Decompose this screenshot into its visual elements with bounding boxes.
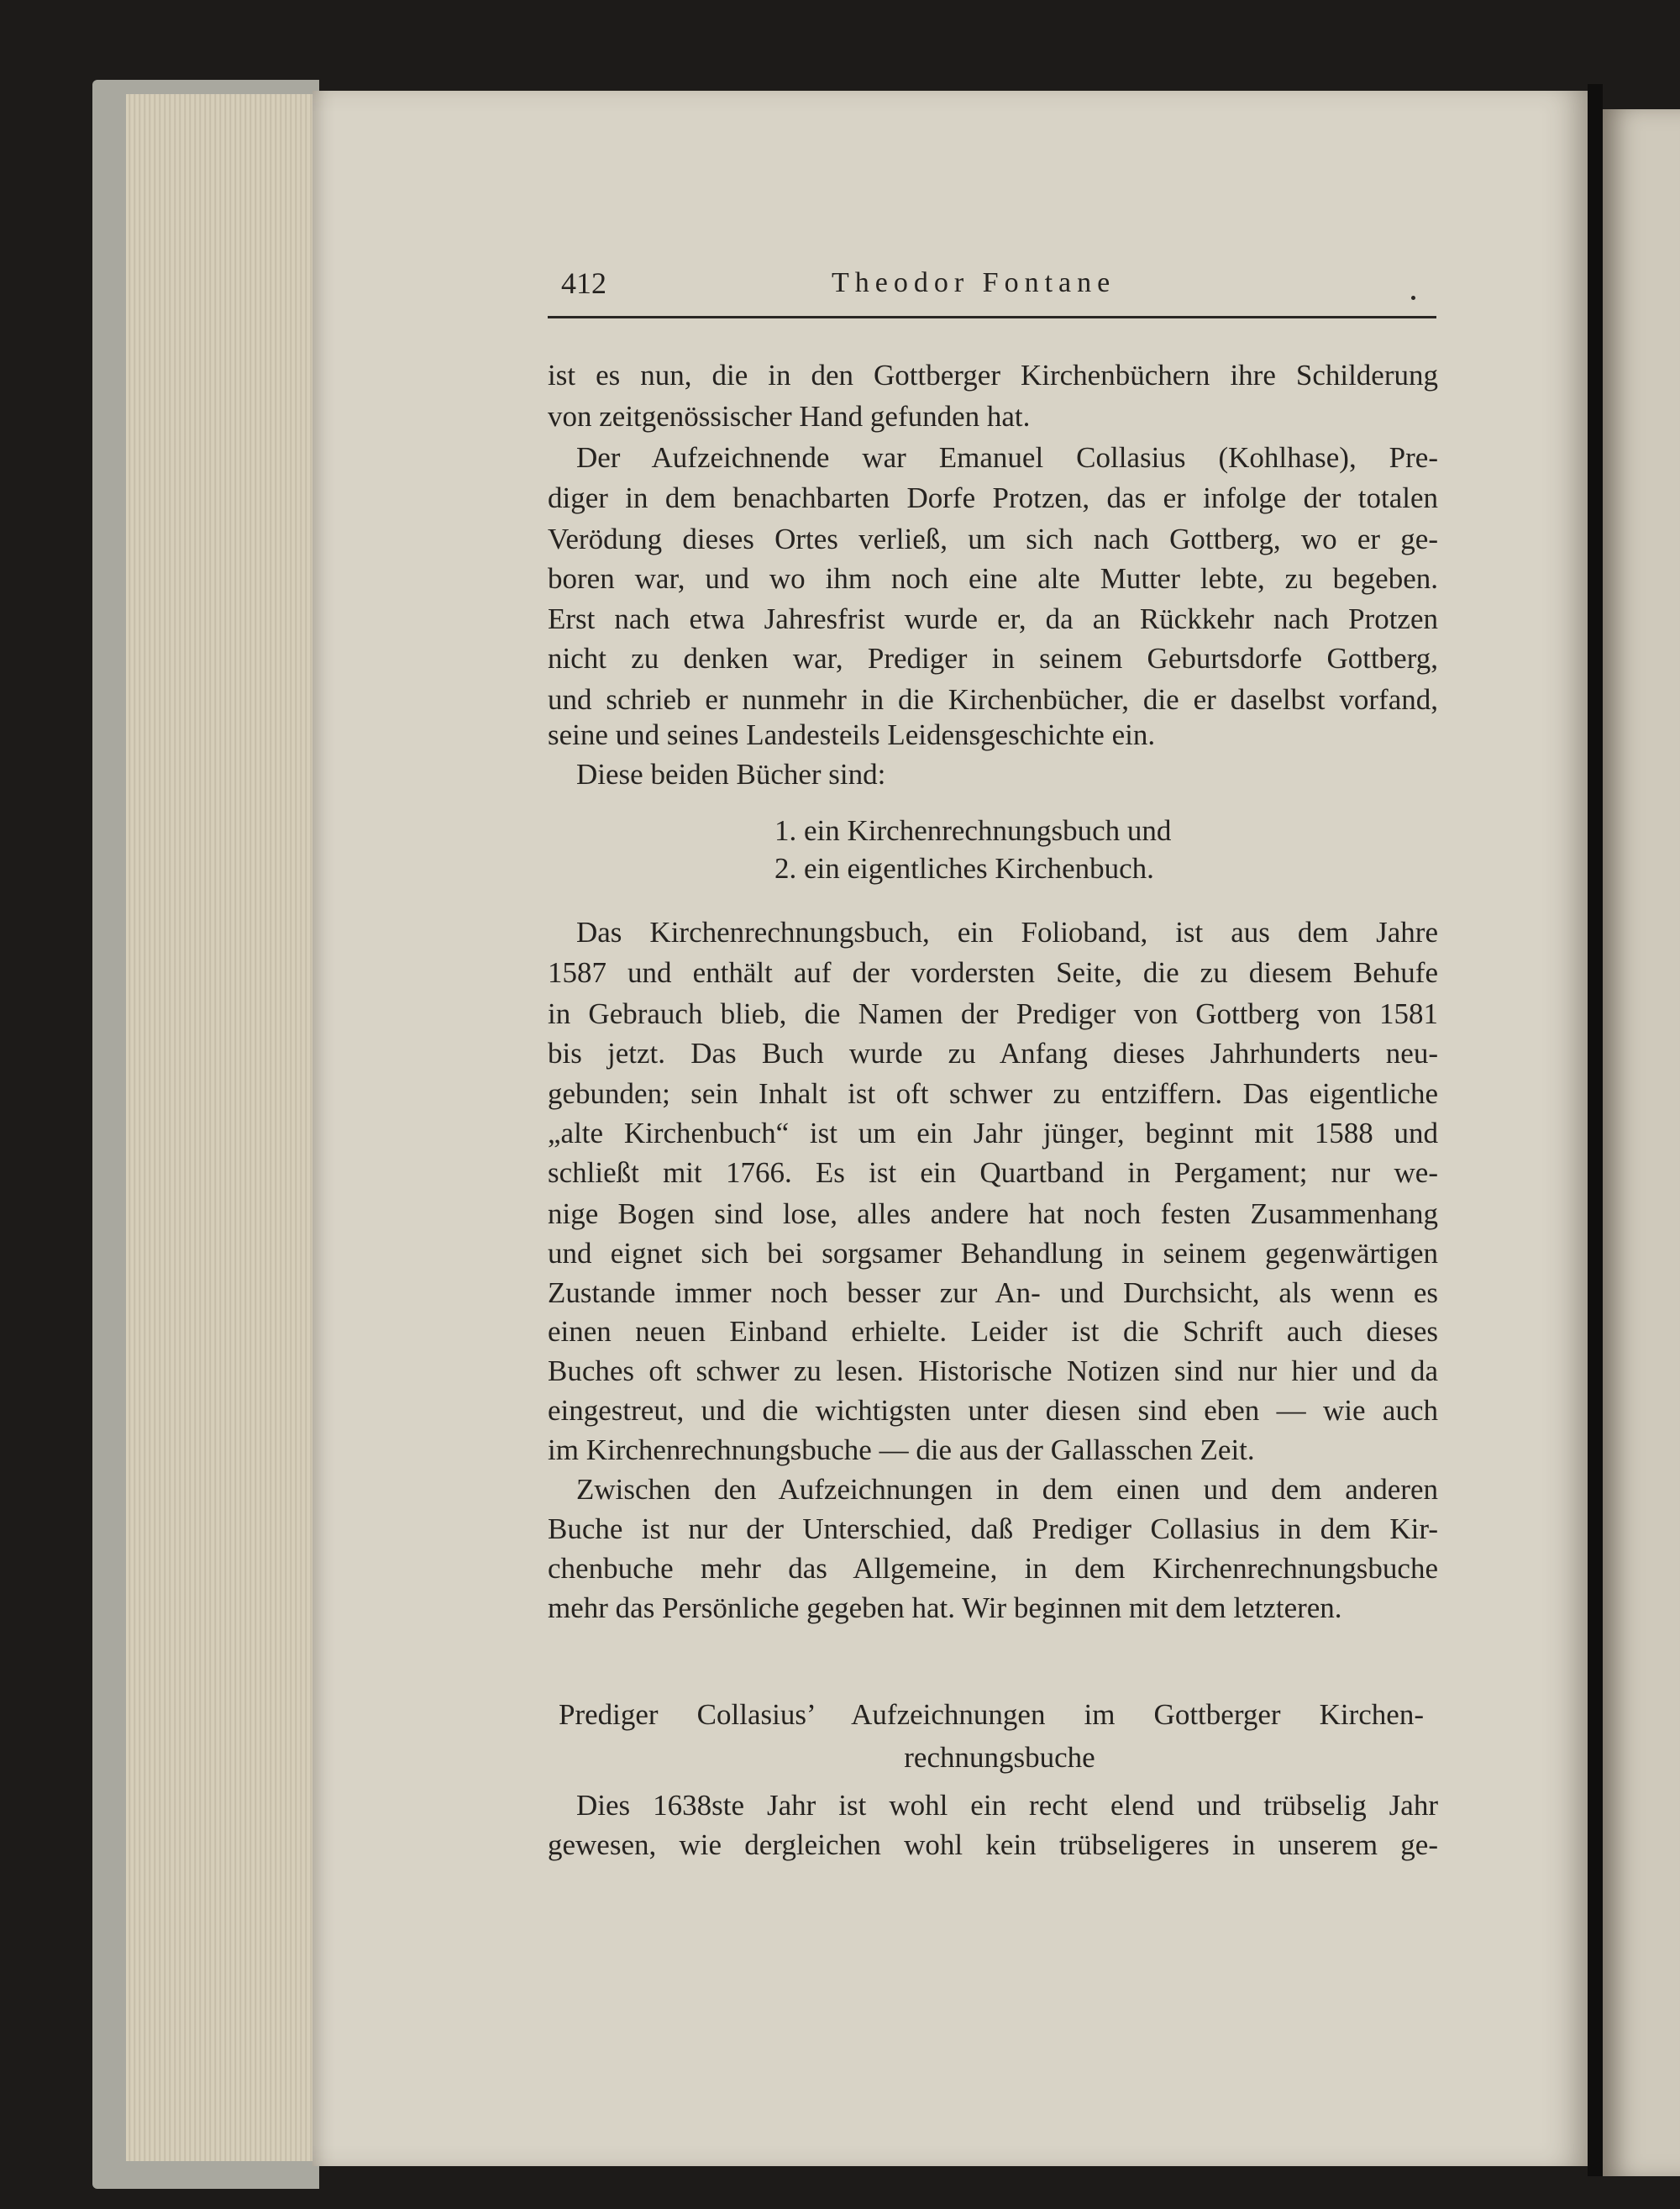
page-stack-edge <box>126 94 315 2161</box>
page-number: 412 <box>561 266 606 300</box>
text-line: gewesen, wie dergleichen wohl kein trübseligeres in unserem ge- <box>548 1828 1438 1861</box>
section-heading: Prediger Collasius’ Aufzeichnungen im Gottberger Kirchen- <box>559 1698 1424 1731</box>
text-line: seine und seines Landesteils Leidensgeschichte ein. <box>548 718 1156 751</box>
text-line: ist es nun, die in den Gottberger Kirchenbüchern ihre Schilderung <box>548 359 1438 392</box>
text-line: und schrieb er nunmehr in die Kirchenbücher, die er daselbst vorfand, <box>548 683 1438 716</box>
text-line: chenbuche mehr das Allgemeine, in dem Kirchenrechnungsbuche <box>548 1552 1438 1585</box>
text-line: Der Aufzeichnende war Emanuel Collasius (Kohlhase), Pre- <box>576 441 1438 474</box>
running-title: Theodor Fontane <box>832 267 1116 298</box>
text-line: von zeitgenössischer Hand gefunden hat. <box>548 400 1031 433</box>
text-line: in Gebrauch blieb, die Namen der Prediger von Gottberg von 1581 <box>548 997 1438 1030</box>
text-line: nige Bogen sind lose, alles andere hat noch festen Zusammenhang <box>548 1197 1438 1230</box>
section-heading-continued: rechnungsbuche <box>904 1741 1095 1774</box>
text-line: gebunden; sein Inhalt ist oft schwer zu entziffern. Das eigentliche <box>548 1077 1438 1110</box>
book-gutter <box>1588 84 1603 2176</box>
text-line: Buches oft schwer zu lesen. Historische Notizen sind nur hier und da <box>548 1354 1438 1387</box>
text-line: „alte Kirchenbuch“ ist um ein Jahr jünger, beginnt mit 1588 und <box>548 1117 1438 1149</box>
text-line: Zwischen den Aufzeichnungen in dem einen und dem anderen <box>576 1473 1438 1506</box>
list-item: 1. ein Kirchenrechnungsbuch und <box>774 814 1172 847</box>
header-rule <box>548 316 1436 318</box>
text-line: diger in dem benachbarten Dorfe Protzen, das er infolge der totalen <box>548 481 1438 514</box>
text-line: 1587 und enthält auf der vordersten Seite, die zu diesem Behufe <box>548 956 1438 989</box>
text-line: mehr das Persönliche gegeben hat. Wir beginnen mit dem letzteren. <box>548 1591 1342 1624</box>
ink-speck <box>1411 296 1415 300</box>
text-line: Das Kirchenrechnungsbuch, ein Folioband, ist aus dem Jahre <box>576 916 1438 949</box>
text-line: schließt mit 1766. Es ist ein Quartband in Pergament; nur we- <box>548 1156 1438 1189</box>
facing-page-edge <box>1603 109 1680 2176</box>
list-item: 2. ein eigentliches Kirchenbuch. <box>774 852 1154 885</box>
text-line: Diese beiden Bücher sind: <box>576 758 886 791</box>
text-line: Buche ist nur der Unterschied, daß Prediger Collasius in dem Kir- <box>548 1512 1438 1545</box>
text-line: nicht zu denken war, Prediger in seinem Geburtsdorfe Gottberg, <box>548 642 1438 675</box>
text-line: bis jetzt. Das Buch wurde zu Anfang dieses Jahrhunderts neu- <box>548 1037 1438 1070</box>
text-line: Erst nach etwa Jahresfrist wurde er, da an Rückkehr nach Protzen <box>548 602 1438 635</box>
text-line: Zustande immer noch besser zur An- und Durchsicht, als wenn es <box>548 1276 1438 1309</box>
text-line: im Kirchenrechnungsbuche — die aus der Gallasschen Zeit. <box>548 1433 1255 1466</box>
text-line: Verödung dieses Ortes verließ, um sich nach Gottberg, wo er ge- <box>548 523 1438 555</box>
text-line: eingestreut, und die wichtigsten unter diesen sind eben — wie auch <box>548 1394 1438 1427</box>
text-line: boren war, und wo ihm noch eine alte Mutter lebte, zu begeben. <box>548 562 1438 595</box>
text-line: einen neuen Einband erhielte. Leider ist die Schrift auch dieses <box>548 1315 1438 1348</box>
text-line: und eignet sich bei sorgsamer Behandlung in seinem gegenwärtigen <box>548 1237 1438 1270</box>
text-line: Dies 1638ste Jahr ist wohl ein recht elend und trübselig Jahr <box>576 1789 1438 1822</box>
